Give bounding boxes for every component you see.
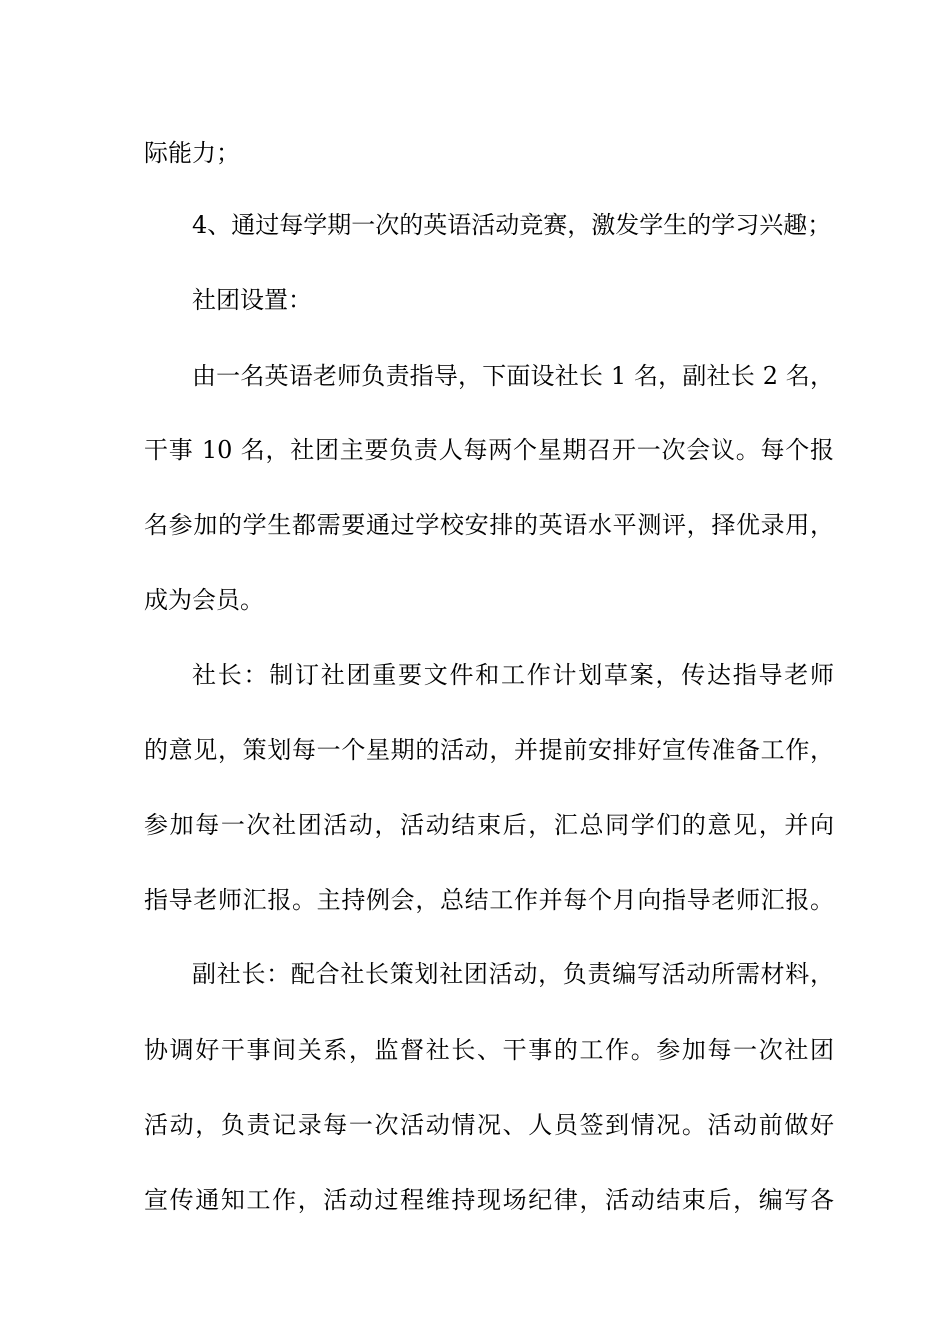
text-line: 的意见，策划每一个星期的活动，并提前安排好宣传准备工作， bbox=[144, 736, 834, 764]
text-line: 际能力； bbox=[144, 139, 240, 167]
text-line: 副社长：配合社长策划社团活动，负责编写活动所需材料， bbox=[192, 960, 834, 988]
text-line: 社长：制订社团重要文件和工作计划草案，传达指导老师 bbox=[192, 661, 834, 689]
text-line: 宣传通知工作，活动过程维持现场纪律，活动结束后，编写各 bbox=[144, 1186, 834, 1214]
text-line: 参加每一次社团活动，活动结束后，汇总同学们的意见，并向 bbox=[144, 811, 834, 839]
text-line: 干事 10 名，社团主要负责人每两个星期召开一次会议。每个报 bbox=[144, 436, 834, 464]
text-line: 社团设置： bbox=[192, 286, 312, 314]
text-line: 指导老师汇报。主持例会，总结工作并每个月向指导老师汇报。 bbox=[144, 886, 834, 914]
text-line: 4、通过每学期一次的英语活动竞赛，激发学生的学习兴趣； bbox=[192, 211, 832, 239]
text-line: 成为会员。 bbox=[144, 586, 264, 614]
text-line: 由一名英语老师负责指导，下面设社长 1 名，副社长 2 名， bbox=[192, 362, 834, 390]
text-line: 协调好干事间关系，监督社长、干事的工作。参加每一次社团 bbox=[144, 1036, 834, 1064]
text-line: 活动，负责记录每一次活动情况、人员签到情况。活动前做好 bbox=[144, 1111, 834, 1139]
text-line: 名参加的学生都需要通过学校安排的英语水平测评，择优录用， bbox=[144, 511, 834, 539]
